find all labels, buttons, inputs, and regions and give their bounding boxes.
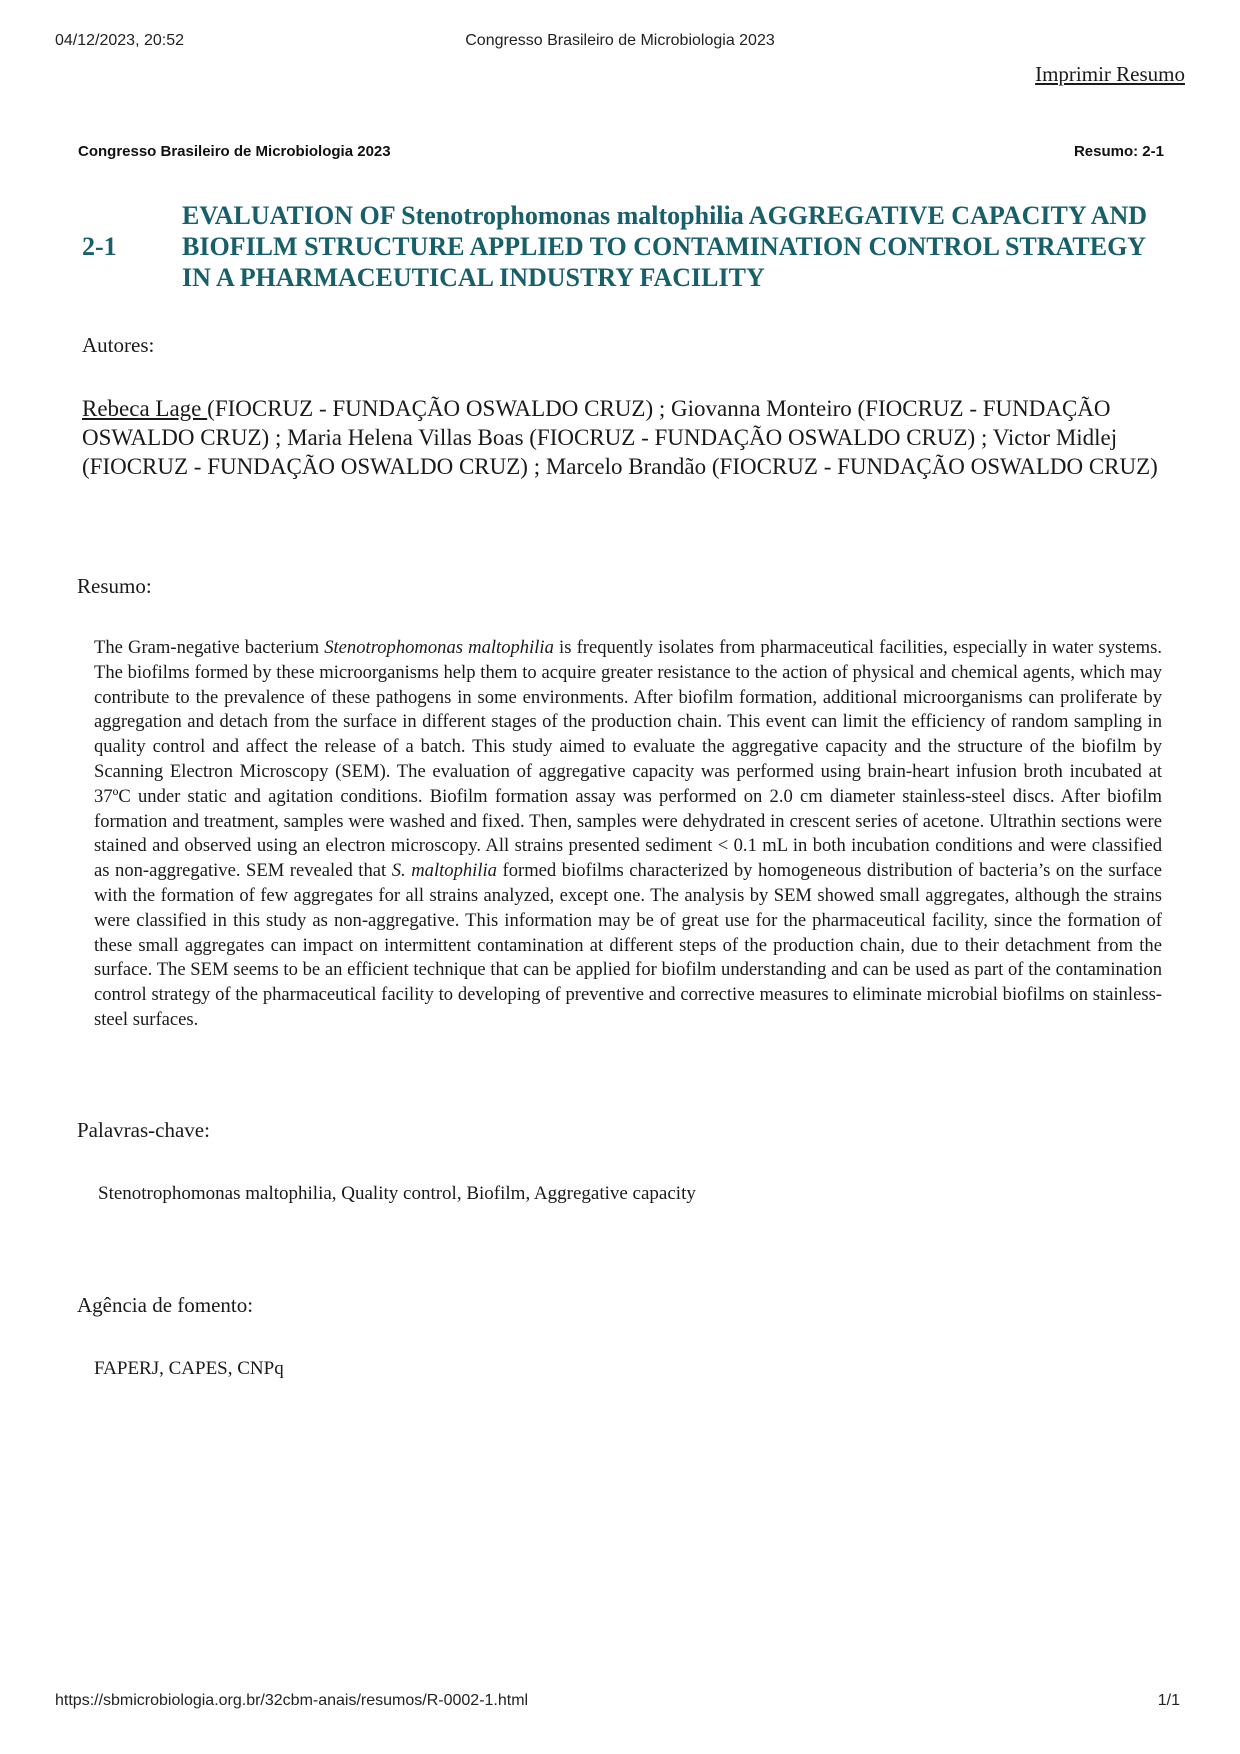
- funding-label: Agência de fomento:: [77, 1293, 254, 1317]
- funding-agencies: FAPERJ, CAPES, CNPq: [94, 1358, 284, 1379]
- abstract-text-species-short: S. maltophilia: [391, 860, 497, 882]
- abstract-text-part-3: formed biofilms characterized by homogeneous distribution of bacteria’s on the surface with the formation of few aggregates for all strains analyzed, except one. The analysis by SEM showed small aggregates, although the strains were classified in this study as non-aggregative. This information may be of great use for the pharmaceutical facility, since the formation of these small aggregates can impact on intermittent contamination at different steps of the production chain, due to their detachment from the surface. The SEM seems to be an efficient technique that can be applied for biofilm understanding and can be used as part of the contamination control strategy of the pharmaceutical facility to developing of preventive and corrective measures to eliminate microbial biofilms on stainless-steel surfaces.: [94, 860, 1162, 1030]
- print-page-number: 1/1: [1157, 1692, 1180, 1709]
- summary-label: Resumo:: [77, 574, 152, 598]
- authors-list: [82, 394, 1162, 481]
- abstract-body: [94, 636, 1162, 1033]
- abstract-text-part-1: The Gram-negative bacterium: [94, 637, 325, 658]
- authors-label: Autores:: [82, 333, 155, 357]
- print-footer-url: https://sbmicrobiologia.org.br/32cbm-anais/resumos/R-0002-1.html: [55, 1692, 529, 1709]
- print-page-title: Congresso Brasileiro de Microbiologia 2023: [465, 32, 775, 49]
- abstract-title: EVALUATION OF Stenotrophomonas maltophilia AGGREGATIVE CAPACITY AND BIOFILM STRUCTURE APPLIED TO CONTAMINATION CONTROL STRATEGY IN A PHARMACEUTICAL INDUSTRY FACILITY: [182, 201, 1148, 292]
- keywords-label: Palavras-chave:: [77, 1118, 210, 1142]
- keywords-list: Stenotrophomonas maltophilia, Quality control, Biofilm, Aggregative capacity: [98, 1183, 696, 1204]
- abstract-reference: Resumo: 2-1: [1073, 143, 1164, 160]
- authors-affiliations: (FIOCRUZ - FUNDAÇÃO OSWALDO CRUZ) ; Giovanna Monteiro (FIOCRUZ - FUNDAÇÃO OSWALDO CRUZ) ; Maria Helena Villas Boas (FIOCRUZ - FUNDAÇÃO OSWALDO CRUZ) ; Victor Midlej (FIOCRUZ - FUNDAÇÃO OSWALDO CRUZ) ; Marcelo Brandão (FIOCRUZ - FUNDAÇÃO OSWALDO CRUZ): [82, 396, 1158, 479]
- print-abstract-link[interactable]: Imprimir Resumo: [1035, 62, 1185, 86]
- abstract-text-species: Stenotrophomonas maltophilia: [324, 637, 554, 658]
- congress-name: Congresso Brasileiro de Microbiologia 2023: [78, 143, 391, 160]
- abstract-text-part-2: is frequently isolates from pharmaceutical facilities, especially in water systems. The biofilms formed by these microorganisms help them to acquire greater resistance to the action of physical and chemical agents, which may contribute to the prevalence of these pathogens in some environments. After biofilm formation, additional microorganisms can proliferate by aggregation and detach from the surface in different stages of the production chain. This event can limit the efficiency of random sampling in quality control and affect the release of a batch. This study aimed to evaluate the aggregative capacity and the structure of the biofilm by Scanning Electron Microscopy (SEM). The evaluation of aggregative capacity was performed using brain-heart infusion broth incubated at 37ºC under static and agitation conditions. Biofilm formation assay was performed on 2.0 cm diameter stainless-steel discs. After biofilm formation and treatment, samples were washed and fixed. Then, samples were dehydrated in crescent series of acetone. Ultrathin sections were stained and observed using an electron microscopy. All strains presented sediment < 0.1 mL in both incubation conditions and were classified as non-aggregative. SEM revealed that: [94, 637, 1163, 882]
- print-datetime: 04/12/2023, 20:52: [55, 32, 185, 49]
- print-header: [0, 28, 1240, 52]
- presenting-author: Rebeca Lage: [82, 396, 208, 421]
- abstract-id: 2-1: [82, 232, 117, 261]
